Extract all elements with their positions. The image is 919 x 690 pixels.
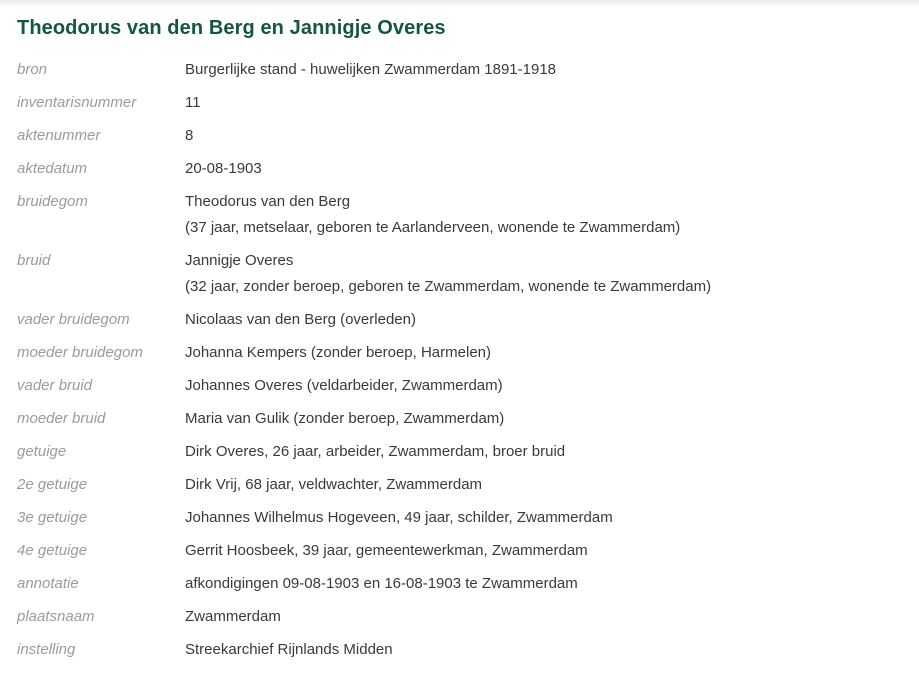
field-label: getuige	[17, 443, 67, 460]
field-label: plaatsnaam	[17, 608, 95, 625]
field-value-line: (32 jaar, zonder beroep, geboren te Zwammerdam, wonende te Zwammerdam)	[185, 278, 712, 295]
field-value-line: Johanna Kempers (zonder beroep, Harmelen)	[185, 344, 491, 361]
field-label: moeder bruidegom	[17, 344, 143, 361]
record-row	[17, 472, 899, 498]
page-title: Theodorus van den Berg en Jannigje Overes	[17, 17, 446, 39]
record-detail-page	[0, 16, 919, 663]
record-row	[17, 248, 899, 300]
field-label: vader bruid	[17, 377, 93, 394]
field-label: vader bruidegom	[17, 311, 130, 328]
field-value	[185, 307, 899, 333]
field-value	[185, 406, 899, 432]
field-value-line: Johannes Wilhelmus Hogeveen, 49 jaar, schilder, Zwammerdam	[185, 509, 613, 526]
field-value-line: Dirk Overes, 26 jaar, arbeider, Zwammerdam, broer bruid	[185, 443, 566, 460]
field-value	[185, 472, 899, 498]
record-row	[17, 90, 899, 116]
field-value	[185, 90, 899, 116]
record-row	[17, 156, 899, 182]
record-row	[17, 57, 899, 83]
field-value-line: Zwammerdam	[185, 608, 281, 625]
record-row	[17, 637, 899, 663]
field-value	[185, 156, 899, 182]
field-label: bron	[17, 61, 48, 78]
field-value	[185, 439, 899, 465]
field-value	[185, 340, 899, 366]
record-row	[17, 406, 899, 432]
field-value	[185, 571, 899, 597]
field-value-line: Gerrit Hoosbeek, 39 jaar, gemeentewerkman, Zwammerdam	[185, 542, 588, 559]
field-value	[185, 189, 899, 241]
field-label: instelling	[17, 641, 76, 658]
field-label: bruid	[17, 252, 51, 269]
field-value-line: 8	[185, 127, 194, 144]
field-label: aktenummer	[17, 127, 101, 144]
field-value	[185, 505, 899, 531]
field-value-line: Maria van Gulik (zonder beroep, Zwammerdam)	[185, 410, 505, 427]
field-value-line: Jannigje Overes	[185, 252, 294, 269]
record-row	[17, 439, 899, 465]
field-value-line: Nicolaas van den Berg (overleden)	[185, 311, 416, 328]
field-label: aktedatum	[17, 160, 88, 177]
field-value-line: (37 jaar, metselaar, geboren te Aarlanderveen, wonende te Zwammerdam)	[185, 219, 681, 236]
record-row	[17, 571, 899, 597]
field-value	[185, 538, 899, 564]
record-row	[17, 307, 899, 333]
field-label: 4e getuige	[17, 542, 88, 559]
field-value-line: Theodorus van den Berg	[185, 193, 351, 210]
top-shadow	[0, 0, 919, 7]
field-label: 2e getuige	[17, 476, 88, 493]
field-label: bruidegom	[17, 193, 88, 210]
record-row	[17, 373, 899, 399]
field-value	[185, 57, 899, 83]
field-value-line: 11	[185, 94, 201, 111]
field-label: moeder bruid	[17, 410, 106, 427]
record-row	[17, 538, 899, 564]
field-value-line: 20-08-1903	[185, 160, 262, 177]
field-value	[185, 604, 899, 630]
field-value	[185, 123, 899, 149]
field-value-line: afkondigingen 09-08-1903 en 16-08-1903 te Zwammerdam	[185, 575, 578, 592]
record-table	[17, 57, 899, 663]
record-row	[17, 604, 899, 630]
field-label: 3e getuige	[17, 509, 88, 526]
field-value-line: Johannes Overes (veldarbeider, Zwammerdam)	[185, 377, 503, 394]
field-value-line: Burgerlijke stand - huwelijken Zwammerdam 1891-1918	[185, 61, 557, 78]
field-value-line: Dirk Vrij, 68 jaar, veldwachter, Zwammerdam	[185, 476, 483, 493]
record-row	[17, 189, 899, 241]
field-label: annotatie	[17, 575, 79, 592]
field-value	[185, 637, 899, 663]
field-value	[185, 373, 899, 399]
field-value	[185, 248, 899, 300]
field-label: inventarisnummer	[17, 94, 137, 111]
record-row	[17, 123, 899, 149]
record-row	[17, 340, 899, 366]
field-value-line: Streekarchief Rijnlands Midden	[185, 641, 393, 658]
record-row	[17, 505, 899, 531]
